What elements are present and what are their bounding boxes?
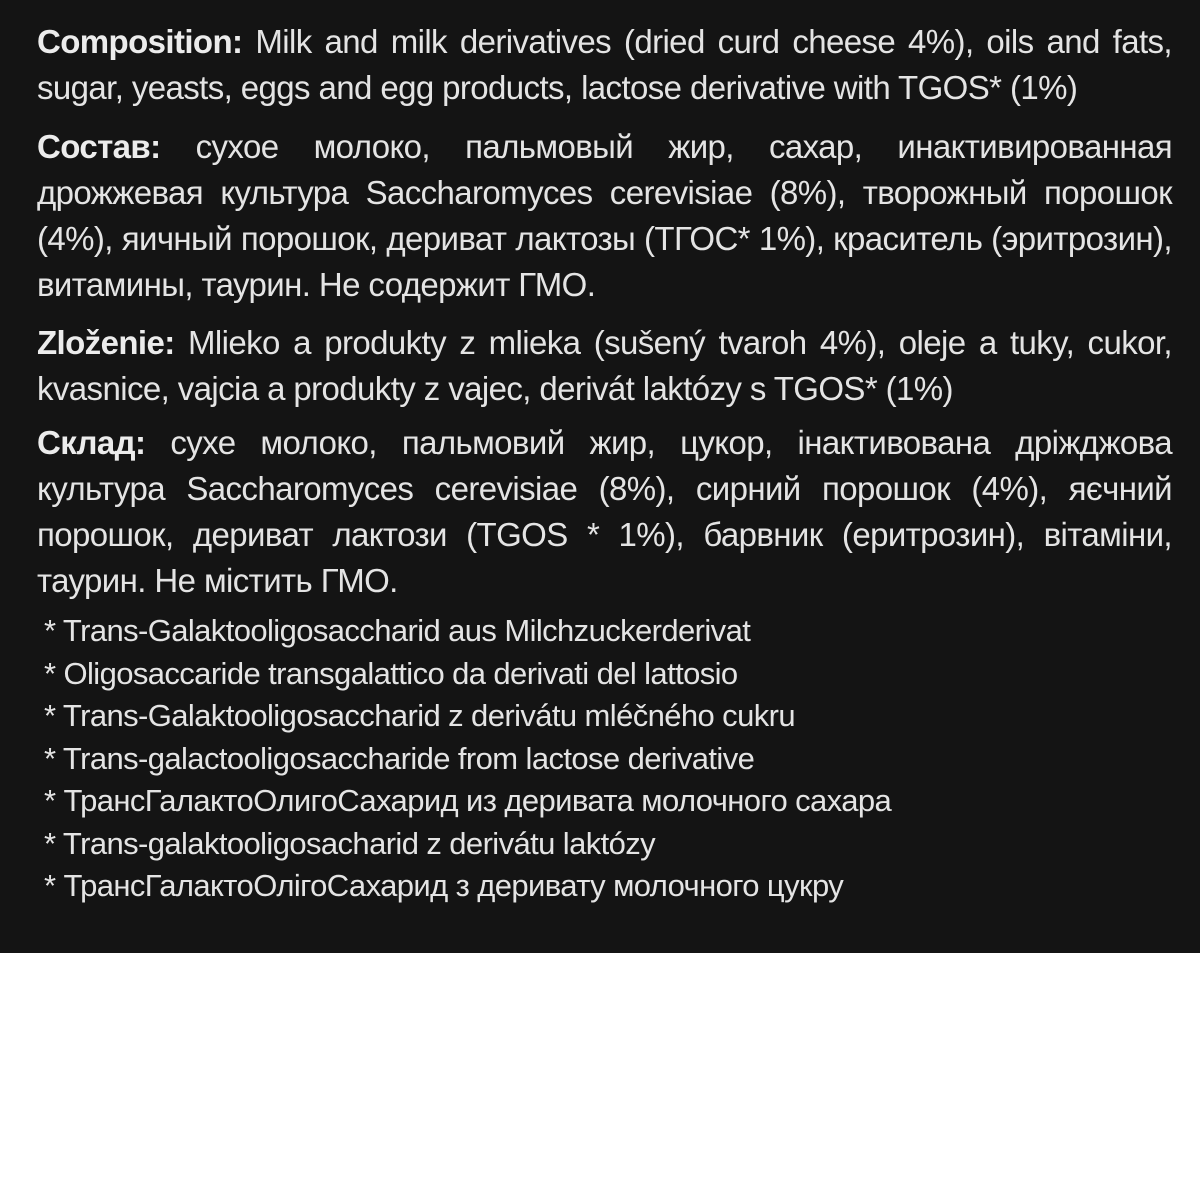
- footnote-italian: * Oligosaccaride transgalattico da derivati del lattosio: [44, 655, 738, 691]
- composition-slovak-label: Zloženie:: [37, 324, 175, 361]
- footnote-russian: * ТрансГалактоОлигоСахарид из деривата молочного сахара: [44, 783, 892, 818]
- footnote-ukrainian: * ТрансГалактоОлігоСахарид з деривату молочного цукру: [44, 868, 844, 903]
- composition-slovak: [37, 320, 1172, 412]
- composition-english-text: Milk and milk derivatives (dried curd cheese 4%), oils and fats, sugar, yeasts, eggs and egg products, lactose derivative with TGOS* (1%): [37, 23, 1172, 106]
- composition-russian-label: Состав:: [37, 128, 161, 165]
- footnote-czech: * Trans-Galaktooligosaccharid z derivátu mléčného cukru: [44, 698, 795, 733]
- white-background-area: [0, 953, 1200, 1200]
- composition-russian: [37, 124, 1172, 308]
- footnote-english: * Trans-galactooligosaccharide from lactose derivative: [44, 740, 755, 776]
- composition-russian-text: сухое молоко, пальмовый жир, сахар, инактивированная дрожжевая культура Saccharomyces cerevisiae (8%), творожный порошок (4%), яичный порошок, дериват лактозы (ТГОС* 1%), краситель (эритрозин), витамины, таурин. Не содержит ГМО.: [37, 128, 1172, 303]
- footnote-list: [44, 610, 1164, 908]
- footnote-slovak: * Trans-galaktooligosacharid z derivátu laktózy: [44, 825, 656, 861]
- footnote-german: * Trans-Galaktooligosaccharid aus Milchzuckerderivat: [44, 613, 751, 648]
- composition-ukrainian-text: сухе молоко, пальмовий жир, цукор, інактивована дріжджова культура Saccharomyces cerevisiae (8%), сирний порошок (4%), яєчний порошок, дериват лактози (TGOS * 1%), барвник (еритрозин), вітаміни, таурин. Не містить ГМО.: [37, 424, 1172, 599]
- composition-english: [37, 19, 1172, 111]
- composition-slovak-text: Mlieko a produkty z mlieka (sušený tvaroh 4%), oleje a tuky, cukor, kvasnice, vajcia a produkty z vajec, derivát laktózy s TGOS* (1%): [37, 324, 1172, 407]
- composition-english-label: Composition:: [37, 23, 243, 60]
- composition-ukrainian: [37, 420, 1172, 604]
- composition-ukrainian-label: Склад:: [37, 424, 146, 461]
